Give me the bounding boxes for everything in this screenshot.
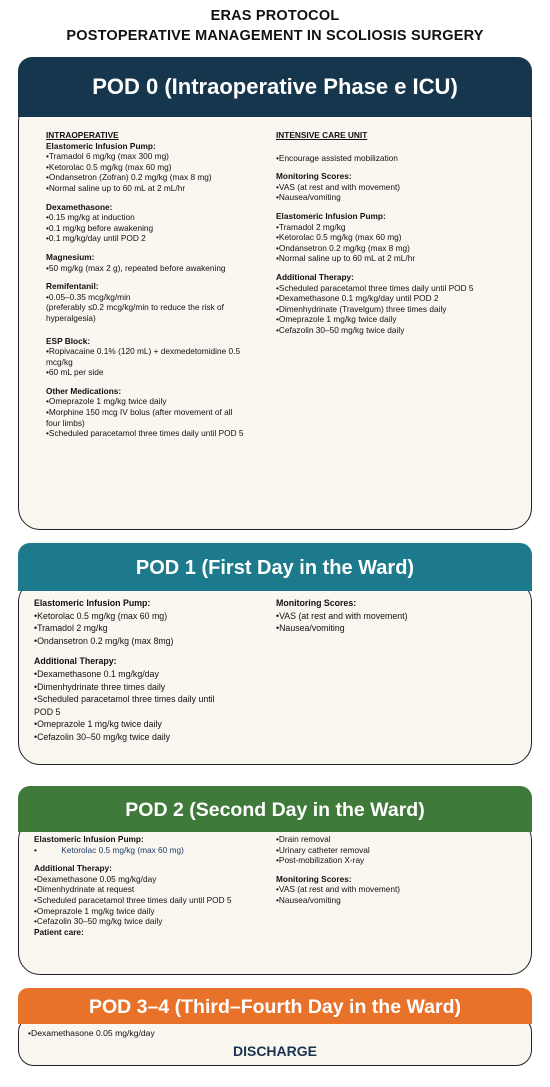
pod1-left-column (34, 597, 269, 744)
pod34-item: •Dexamethasone 0.05 mg/kg/day (28, 1028, 155, 1038)
list-item: •Encourage assisted mobilization (276, 152, 398, 163)
pod2-left-column (34, 834, 272, 937)
pod1-right-column (276, 597, 516, 635)
list-item: •Scheduled paracetamol three times daily until POD 5 (34, 894, 232, 905)
infusion-title: Elastomeric Infusion Pump: (34, 834, 144, 844)
list-item: •Omeprazole 1 mg/kg twice daily (276, 314, 397, 325)
list-item: •60 mL per side (46, 367, 104, 378)
list-item: POD 5 (34, 706, 61, 717)
list-item: •Ropivacaine 0.1% (120 mL) + dexmedetomidine 0.5 (46, 346, 241, 357)
list-item: •Cefazolin 30–50 mg/kg twice daily (276, 324, 405, 335)
list-item: •50 mg/kg (max 2 g), repeated before awakening (46, 262, 226, 273)
list-item: •Ketorolac 0.5 mg/kg (max 60 mg) (46, 161, 172, 172)
pod0-header: POD 0 (Intraoperative Phase e ICU) (18, 57, 532, 117)
list-item: •Ondansetron 0.2 mg/kg (max 8mg) (34, 635, 174, 646)
list-item: •Dexamethasone 0.1 mg/kg/day (34, 668, 159, 679)
list-item: •Omeprazole 1 mg/kg twice daily (34, 719, 162, 730)
intraoperative-heading: INTRAOPERATIVE (46, 130, 119, 140)
list-item: •Cefazolin 30–50 mg/kg twice daily (34, 731, 171, 742)
list-item: •Nausea/vomiting (276, 894, 341, 905)
list-item: •Nausea/vomiting (276, 623, 345, 634)
dexamethasone-title: Dexamethasone: (46, 201, 113, 212)
list-item: •Dimenhydrinate three times daily (34, 681, 166, 692)
page-title-line2: POSTOPERATIVE MANAGEMENT IN SCOLIOSIS SURGERY (66, 28, 484, 44)
list-item: •Tramadol 2 mg/kg (34, 623, 108, 634)
list-item: •Dexamethasone 0.1 mg/kg/day until POD 2 (276, 293, 439, 304)
list-item: •Ketorolac 0.5 mg/kg (max 60 mg) (34, 610, 168, 621)
remifentanil-title: Remifentanil: (46, 281, 99, 292)
list-item: (preferably ≤0.2 mcg/kg/min to reduce the risk of (46, 302, 224, 313)
list-item: four limbs) (46, 417, 85, 428)
list-item: •Urinary catheter removal (276, 844, 370, 855)
list-item: •Post-mobilization X-ray (276, 855, 365, 866)
magnesium-title: Magnesium: (46, 251, 95, 262)
pod1-header: POD 1 (First Day in the Ward) (18, 543, 532, 591)
list-item: •Tramadol 2 mg/kg (276, 221, 346, 232)
page-title-line1: ERAS PROTOCOL (210, 8, 340, 24)
list-item: •VAS (at rest and with movement) (276, 884, 401, 895)
list-item (34, 845, 272, 856)
list-item: •VAS (at rest and with movement) (276, 610, 408, 621)
list-item: •Scheduled paracetamol three times daily until (34, 694, 215, 705)
list-item: •Omeprazole 1 mg/kg twice daily (34, 905, 155, 916)
list-item: •Dimenhydrinate (Travelgum) three times daily (276, 303, 447, 314)
additional-therapy-title: Additional Therapy: (276, 271, 354, 282)
infusion-title: Elastomeric Infusion Pump: (276, 210, 386, 221)
list-item: •Drain removal (276, 834, 331, 844)
list-item: •0.15 mg/kg at induction (46, 212, 135, 223)
monitoring-title: Monitoring Scores: (276, 873, 352, 884)
list-item: •0.05–0.35 mcg/kg/min (46, 291, 131, 302)
monitoring-title: Monitoring Scores: (276, 598, 357, 608)
list-item: •Tramadol 6 mg/kg (max 300 mg) (46, 151, 169, 162)
pod0-right-column (276, 130, 516, 336)
list-item: •0.1 mg/kg/day until POD 2 (46, 233, 146, 244)
list-item: •Scheduled paracetamol three times daily until POD 5 (276, 282, 474, 293)
list-item: •Dimenhydrinate at request (34, 884, 135, 895)
esp-block-title: ESP Block: (46, 335, 91, 346)
pod2-header: POD 2 (Second Day in the Ward) (18, 786, 532, 832)
patient-care-title: Patient care: (34, 926, 84, 937)
list-item: •Ondansetron (Zofran) 0.2 mg/kg (max 8 mg) (46, 172, 212, 183)
monitoring-title: Monitoring Scores: (276, 171, 352, 182)
list-item: •Nausea/vomiting (276, 192, 341, 203)
additional-therapy-title: Additional Therapy: (34, 863, 112, 874)
list-item: •0.1 mg/kg before awakening (46, 222, 154, 233)
list-item: •Omeprazole 1 mg/kg twice daily (46, 396, 167, 407)
infusion-title: Elastomeric Infusion Pump: (46, 140, 156, 151)
pod2-right-column (276, 834, 516, 906)
icu-heading: INTENSIVE CARE UNIT (276, 130, 368, 140)
list-item: hyperalgesia) (46, 312, 96, 323)
list-item: •Scheduled paracetamol three times daily until POD 5 (46, 428, 244, 439)
pod34-header: POD 3–4 (Third–Fourth Day in the Ward) (18, 988, 532, 1024)
list-item: •VAS (at rest and with movement) (276, 181, 401, 192)
pod0-left-column (46, 130, 274, 439)
list-item: •Ketorolac 0.5 mg/kg (max 60 mg) (276, 232, 402, 243)
list-item: mcg/kg (46, 356, 73, 367)
list-item: •Dexamethasone 0.05 mg/kg/day (34, 873, 157, 884)
list-item: •Normal saline up to 60 mL at 2 mL/hr (276, 253, 416, 264)
list-item: •Ondansetron 0.2 mg/kg (max 8 mg) (276, 242, 410, 253)
infusion-title: Elastomeric Infusion Pump: (34, 598, 151, 608)
bullet: • (34, 844, 37, 855)
other-medications-title: Other Medications: (46, 385, 122, 396)
additional-therapy-title: Additional Therapy: (34, 656, 117, 667)
list-item: •Morphine 150 mcg IV bolus (after movement of all (46, 407, 233, 418)
list-item: •Cefazolin 30–50 mg/kg twice daily (34, 916, 163, 927)
ketorolac-item: Ketorolac 0.5 mg/kg (max 60 mg) (61, 844, 184, 855)
discharge-label: DISCHARGE (232, 1043, 317, 1059)
list-item: •Normal saline up to 60 mL at 2 mL/hr (46, 182, 186, 193)
